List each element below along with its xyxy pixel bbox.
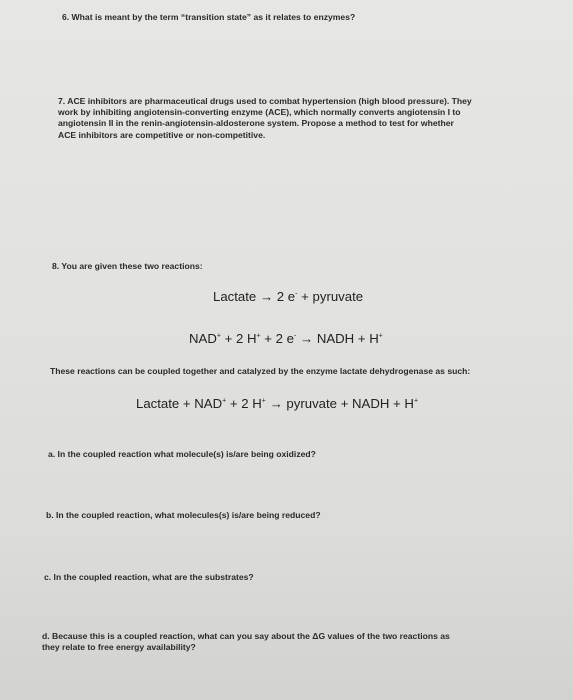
- question-8d: [42, 631, 450, 653]
- proton-charge: +: [261, 397, 266, 405]
- proton-charge: +: [378, 332, 383, 340]
- coupled-reaction: [136, 396, 418, 411]
- question-7-line-1: 7. ACE inhibitors are pharmaceutical drugs used to combat hypertension (high blood pressure). They: [58, 96, 472, 106]
- coupled-reaction-products: pyruvate + NADH + H: [286, 396, 414, 411]
- reaction-1-electrons: 2 e: [276, 289, 296, 304]
- coupled-reaction-reactants: Lactate + NAD: [136, 396, 223, 411]
- question-7: [58, 96, 472, 141]
- reaction-arrow-icon: →: [259, 289, 274, 304]
- reaction-arrow-icon: →: [299, 331, 314, 346]
- question-8b: b. In the coupled reaction, what molecules(s) is/are being reduced?: [46, 510, 321, 520]
- electron-charge: -: [293, 332, 297, 340]
- electron-charge: -: [295, 290, 298, 298]
- question-6: 6. What is meant by the term “transition state” as it relates to enzymes?: [62, 12, 356, 22]
- nad-charge: +: [216, 332, 221, 340]
- coupled-reaction-intro: These reactions can be coupled together and catalyzed by the enzyme lactate dehydrogenase as such:: [50, 366, 471, 376]
- reaction-2-nad: NAD: [189, 331, 217, 346]
- reaction-1-lactate: Lactate: [213, 289, 257, 304]
- question-8d-line-2: they relate to free energy availability?: [42, 642, 196, 653]
- question-8-intro: 8. You are given these two reactions:: [52, 261, 203, 271]
- reaction-2: [189, 331, 383, 346]
- reaction-2-nadh: NADH + H: [316, 331, 379, 346]
- coupled-reaction-protons: + 2 H: [229, 396, 262, 411]
- reaction-2-protons: + 2 H: [224, 331, 257, 346]
- question-8c: c. In the coupled reaction, what are the substrates?: [44, 572, 254, 582]
- reaction-arrow-icon: →: [269, 396, 283, 411]
- question-8d-line-1: d. Because this is a coupled reaction, what can you say about the ΔG values of the two reactions as: [42, 631, 450, 641]
- question-8a: a. In the coupled reaction what molecule(s) is/are being oxidized?: [48, 449, 316, 459]
- reaction-1-pyruvate: + pyruvate: [301, 289, 364, 304]
- reaction-1: [213, 289, 363, 304]
- question-7-line-2: work by inhibiting angiotensin-converting enzyme (ACE), which normally converts angiotensin I to: [58, 107, 461, 118]
- proton-charge: +: [413, 397, 419, 405]
- proton-charge: +: [256, 332, 261, 340]
- nad-charge: +: [222, 397, 227, 405]
- question-7-line-3: angiotensin II in the renin-angiotensin-aldosterone system. Propose a method to test for whether: [58, 118, 454, 129]
- question-7-line-4: ACE inhibitors are competitive or non-competitive.: [58, 129, 266, 140]
- reaction-2-electrons: + 2 e: [264, 331, 294, 346]
